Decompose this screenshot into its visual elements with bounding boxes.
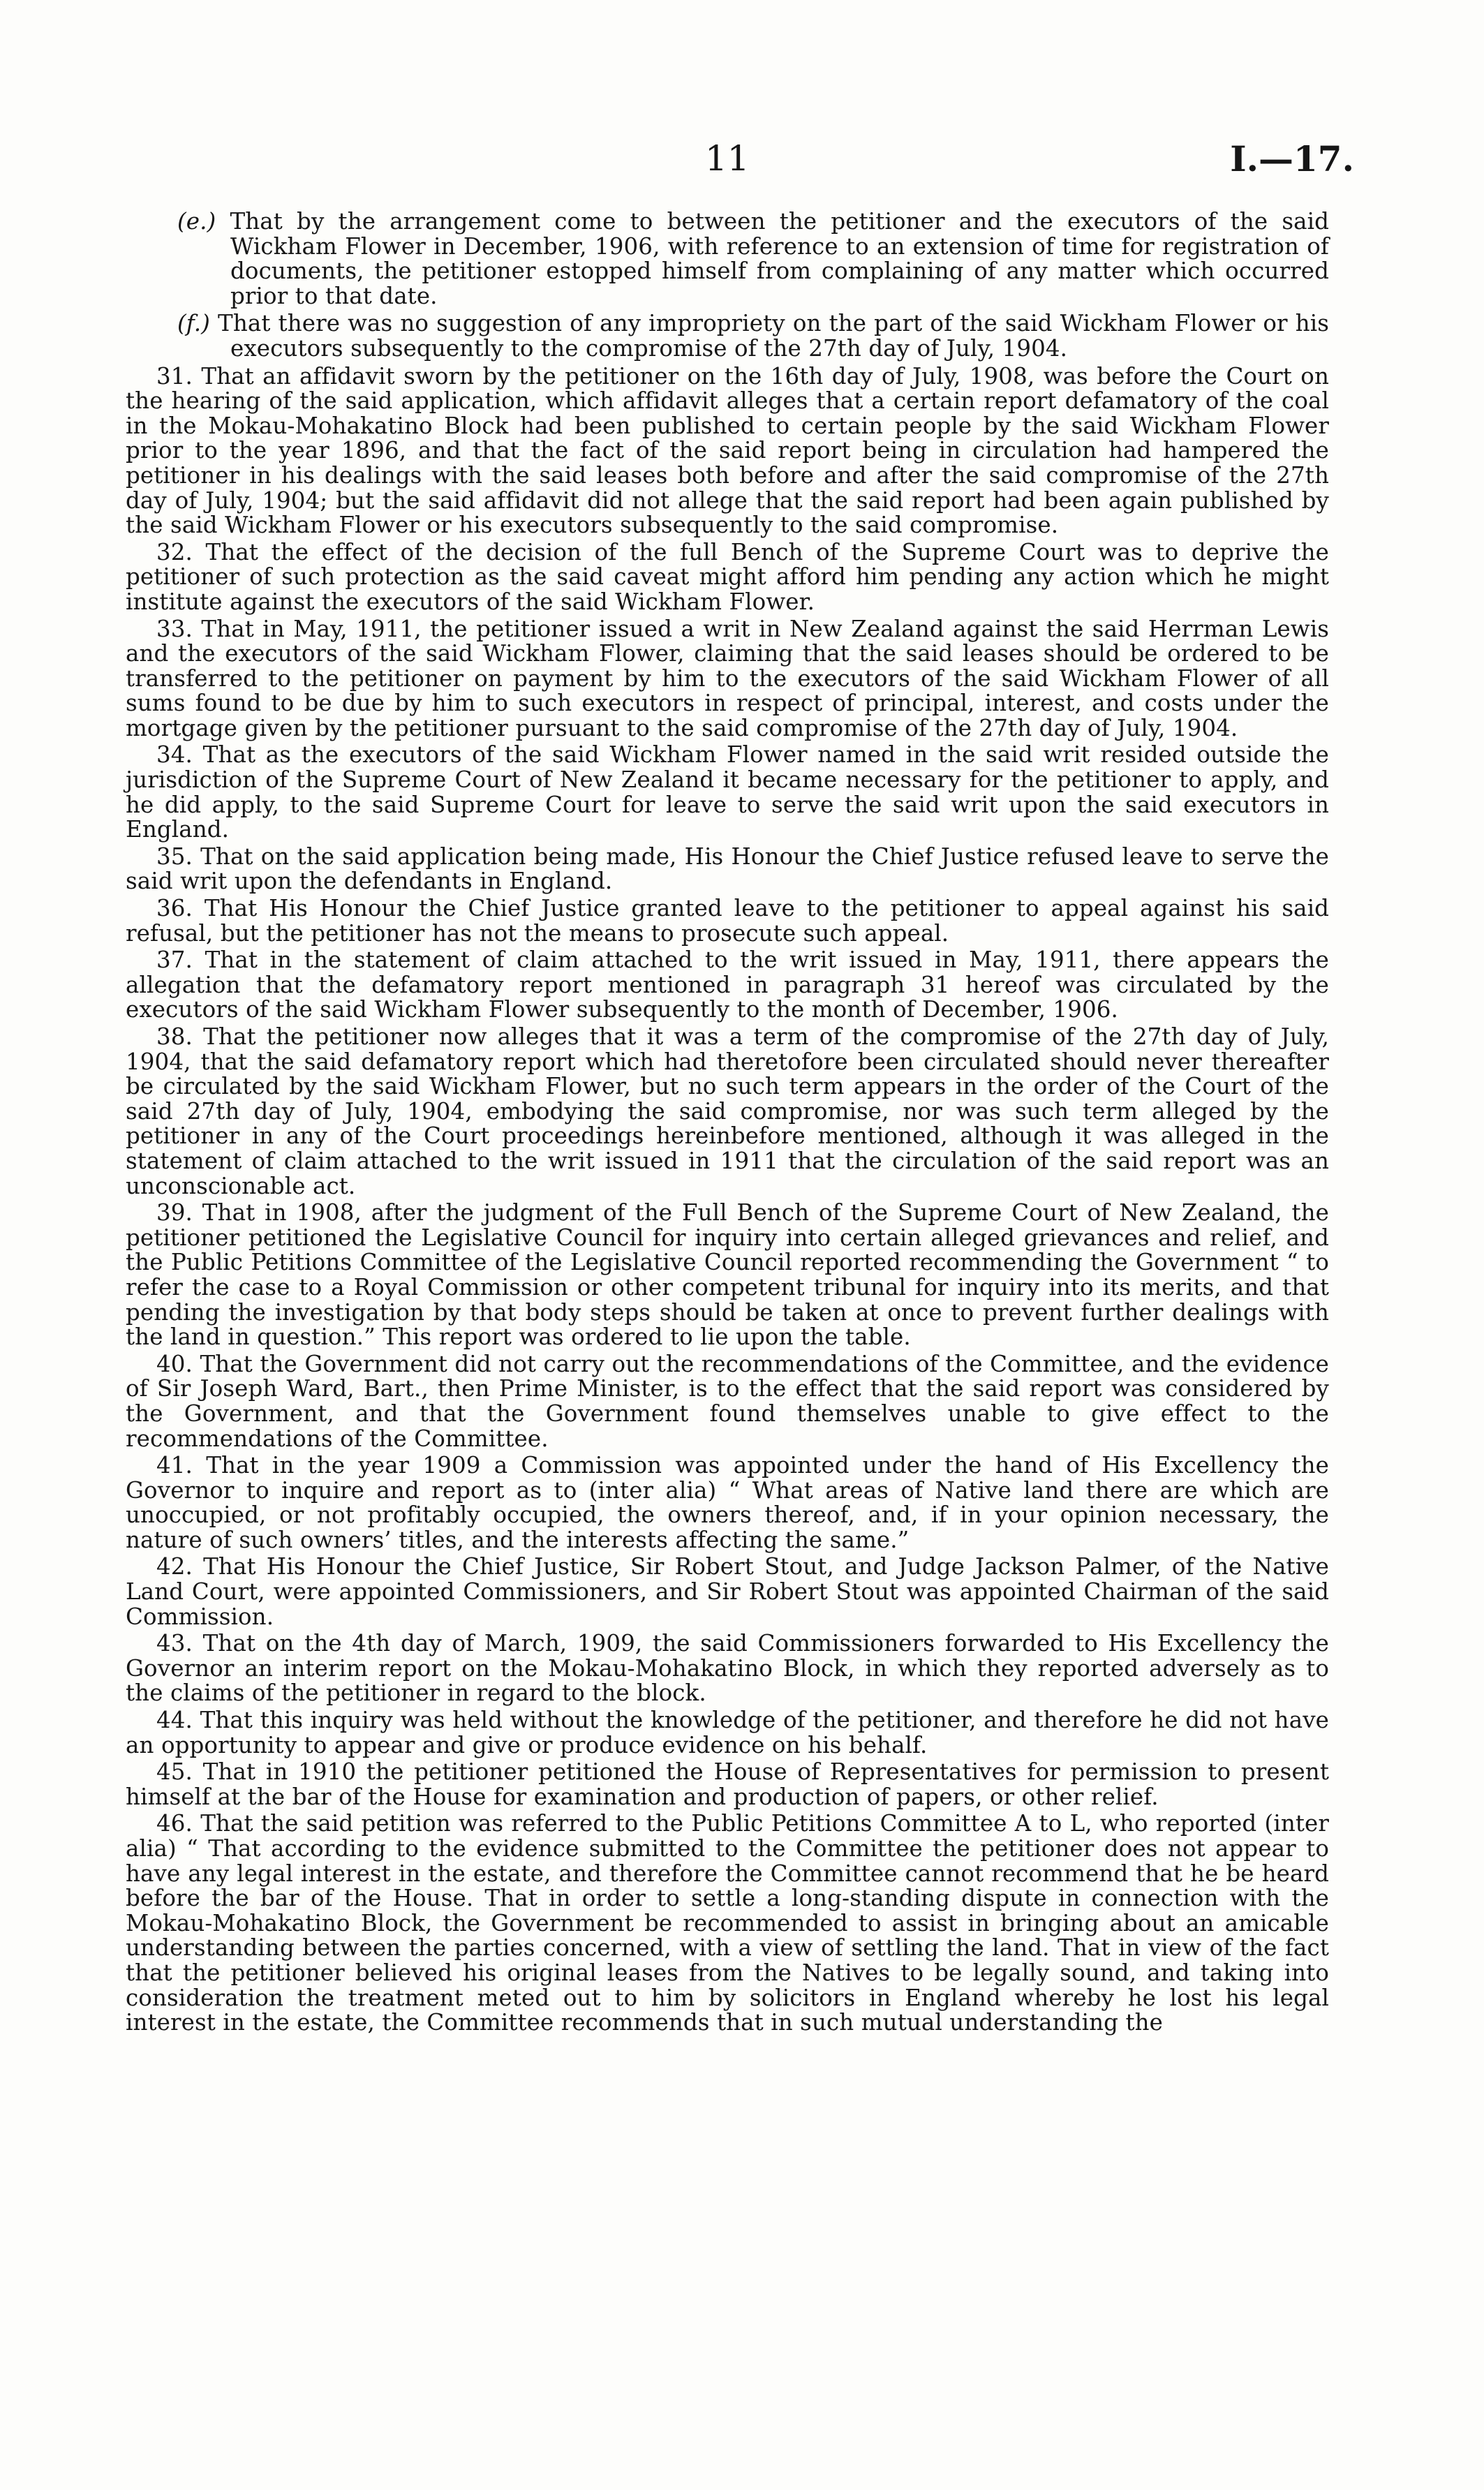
- paragraph-40: 40. That the Government did not carry out the recommendations of the Committee, and the evidence of Sir Joseph Ward, Bart., then Prime Minister, is to the effect that the said report was considered by the Government, and that the Government found themselves unable to give effect to the recommendations of the Committee.: [126, 1350, 1329, 1452]
- paragraph-34: 34. That as the executors of the said Wickham Flower named in the said writ resided outside the jurisdiction of the Supreme Court of New Zealand it became necessary for the petitioner to apply, and he did apply, to the said Supreme Court for leave to serve the said writ upon the said executors in England.: [126, 741, 1329, 843]
- subparagraph-text: That by the arrangement come to between the petitioner and the executors of the said Wickham Flower in December, 1906, with reference to an extension of time for registration of documents, the petitioner estopped himself from complaining of any matter which occurred prior to that date.: [230, 208, 1329, 309]
- subparagraph-f: [126, 311, 1329, 361]
- paragraph-38: 38. That the petitioner now alleges that it was a term of the compromise of the 27th day of July, 1904, that the said defamatory report which had theretofore been circulated should never thereafter be circulated by the said Wickham Flower, but no such term appears in the order of the Court of the said 27th day of July, 1904, embodying the said compromise, nor was such term alleged by the petitioner in any of the Court proceedings hereinbefore mentioned, although it was alleged in the statement of claim attached to the writ issued in 1911 that the circulation of the said report was an unconscionable act.: [126, 1023, 1329, 1199]
- paragraph-37: 37. That in the statement of claim attached to the writ issued in May, 1911, there appears the allegation that the defamatory report mentioned in paragraph 31 hereof was circulated by the executors of the said Wickham Flower subsequently to the month of December, 1906.: [126, 947, 1329, 1023]
- paragraph-39: 39. That in 1908, after the judgment of the Full Bench of the Supreme Court of New Zealand, the petitioner petitioned the Legislative Council for inquiry into certain alleged grievances and relief, and the Public Petitions Committee of the Legislative Council reported recommending the Government “ to refer the case to a Royal Commission or other competent tribunal for inquiry into its merits, and that pending the investigation by that body steps should be taken at once to prevent further dealings with the land in question.” This report was ordered to lie upon the table.: [126, 1199, 1329, 1351]
- page-header: [0, 138, 1484, 187]
- paragraph-42: 42. That His Honour the Chief Justice, Sir Robert Stout, and Judge Jackson Palmer, of the Native Land Court, were appointed Commissioners, and Sir Robert Stout was appointed Chairman of the said Commission.: [126, 1553, 1329, 1630]
- subparagraph-text: That there was no suggestion of any impropriety on the part of the said Wickham Flower or his executors subsequently to the compromise of the 27th day of July, 1904.: [218, 310, 1330, 362]
- page-body: [126, 209, 1329, 2038]
- paragraph-35: 35. That on the said application being made, His Honour the Chief Justice refused leave to serve the said writ upon the defendants in England.: [126, 843, 1329, 895]
- paragraph-32: 32. That the effect of the decision of the full Bench of the Supreme Court was to deprive the petitioner of such protection as the said caveat might afford him pending any action which he might institute against the executors of the said Wickham Flower.: [126, 538, 1329, 615]
- subparagraph-label: (f.): [177, 310, 210, 337]
- paragraph-43: 43. That on the 4th day of March, 1909, the said Commissioners forwarded to His Excellency the Governor an interim report on the Mokau-Mohakatino Block, in which they reported adversely as to the claims of the petitioner in regard to the block.: [126, 1630, 1329, 1707]
- paragraph-36: 36. That His Honour the Chief Justice granted leave to the petitioner to appeal against his said refusal, but the petitioner has not the means to prosecute such appeal.: [126, 895, 1329, 947]
- paragraph-45: 45. That in 1910 the petitioner petitioned the House of Representatives for permission to present himself at the bar of the House for examination and production of papers, or other relief.: [126, 1758, 1329, 1810]
- page-number: 11: [705, 138, 750, 179]
- subparagraph-label: (e.): [177, 208, 216, 235]
- paragraph-41: 41. That in the year 1909 a Commission was appointed under the hand of His Excellency the Governor to inquire and report as to (inter alia) “ What areas of Native land there are which are unoccupied, or not profitably occupied, the owners thereof, and, if in your opinion necessary, the nature of such owners’ titles, and the interests affecting the same.”: [126, 1452, 1329, 1553]
- paragraph-33: 33. That in May, 1911, the petitioner issued a writ in New Zealand against the said Herrman Lewis and the executors of the said Wickham Flower, claiming that the said leases should be ordered to be transferred to the petitioner on payment by him to the executors of the said Wickham Flower of all sums found to be due by him to such executors in respect of principal, interest, and costs under the mortgage given by the petitioner pursuant to the said compromise of the 27th day of July, 1904.: [126, 615, 1329, 741]
- subparagraph-e: [126, 209, 1329, 309]
- document-reference: I.—17.: [1230, 138, 1354, 179]
- paragraph-31: 31. That an affidavit sworn by the petitioner on the 16th day of July, 1908, was before the Court on the hearing of the said application, which affidavit alleges that a certain report defamatory of the coal in the Mokau-Mohakatino Block had been published to certain people by the said Wickham Flower prior to the year 1896, and that the fact of the said report being in circulation had hampered the petitioner in his dealings with the said leases both before and after the said compromise of the 27th day of July, 1904; but the said affidavit did not allege that the said report had been again published by the said Wickham Flower or his executors subsequently to the said compromise.: [126, 362, 1329, 539]
- paragraph-46: 46. That the said petition was referred to the Public Petitions Committee A to L, who reported (inter alia) “ That according to the evidence submitted to the Committee the petitioner does not appear to have any legal interest in the estate, and therefore the Committee cannot recommend that he be heard before the bar of the House. That in order to settle a long-standing dispute in connection with the Mokau-Mohakatino Block, the Government be recommended to assist in bringing about an amicable understanding between the parties concerned, with a view of settling the land. That in view of the fact that the petitioner believed his original leases from the Natives to be legally sound, and taking into consideration the treatment meted out to him by solicitors in England whereby he lost his legal interest in the estate, the Committee recommends that in such mutual understanding the: [126, 1810, 1329, 2036]
- paragraph-44: 44. That this inquiry was held without the knowledge of the petitioner, and therefore he did not have an opportunity to appear and give or produce evidence on his behalf.: [126, 1707, 1329, 1758]
